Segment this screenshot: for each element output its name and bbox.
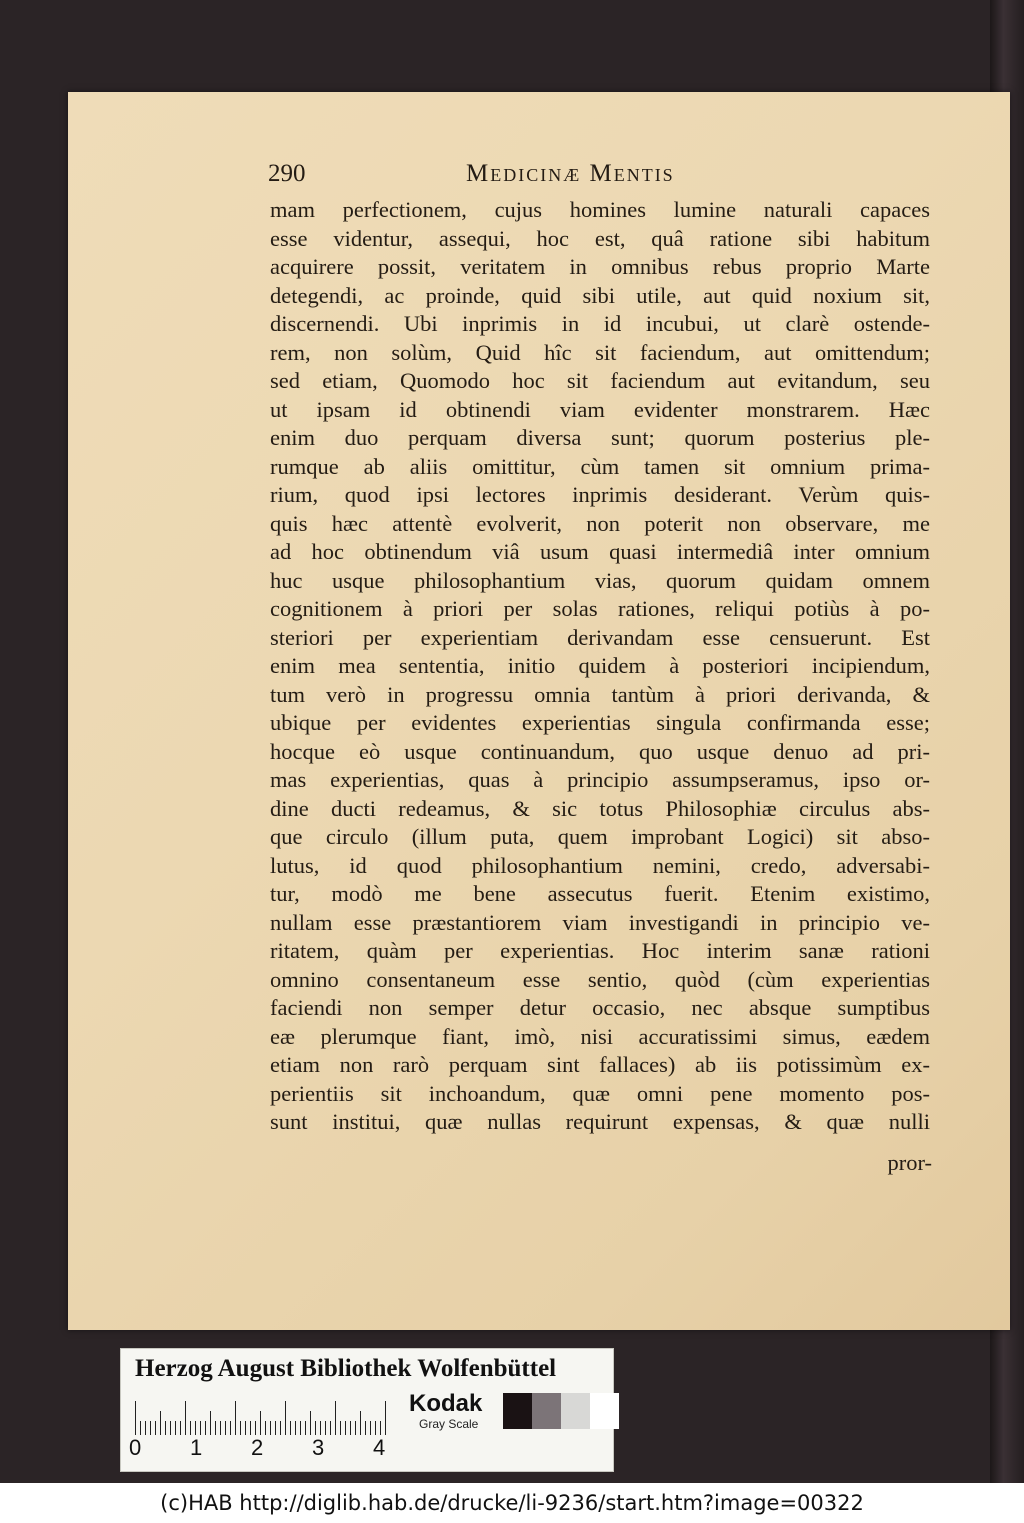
ruler-tick xyxy=(365,1421,366,1435)
book-page xyxy=(68,92,1010,1330)
ruler-tick xyxy=(275,1421,276,1435)
text-line: faciendi non semper detur occasio, nec absque sumptibus xyxy=(270,995,930,1020)
text-line: enim duo perquam diversa sunt; quorum posterius ple- xyxy=(270,425,930,450)
text-line: nullam esse præstantiorem viam investigandi in principio ve- xyxy=(270,909,930,935)
ruler-tick xyxy=(280,1421,281,1435)
ruler-tick xyxy=(300,1421,301,1435)
ruler-tick xyxy=(360,1411,361,1435)
ruler-tick xyxy=(375,1421,376,1435)
ruler-tick xyxy=(145,1421,146,1435)
gray-patch xyxy=(532,1393,561,1429)
text-line: huc usque philosophantium vias, quorum quidam omnem xyxy=(270,567,930,593)
ruler-tick xyxy=(350,1421,351,1435)
text-line: enim mea sententia, initio quidem à posteriori incipiendum, xyxy=(270,653,930,678)
ruler-tick xyxy=(195,1421,196,1435)
ruler-number: 4 xyxy=(373,1435,386,1460)
ruler-labels xyxy=(121,1435,401,1465)
ruler-tick xyxy=(305,1421,306,1435)
text-line: ritatem, quàm per experientias. Hoc interim sanæ rationi xyxy=(270,938,930,963)
ruler-tick xyxy=(185,1401,186,1435)
catchword: pror- xyxy=(887,1150,932,1175)
gray-patch xyxy=(561,1393,590,1429)
gray-patch xyxy=(503,1393,532,1429)
ruler-tick xyxy=(315,1421,316,1435)
text-line: mam perfectionem, cujus homines lumine naturali capaces xyxy=(270,197,930,222)
ruler-tick xyxy=(245,1421,246,1435)
text-line: eæ plerumque fiant, imò, nisi accuratissimi simus, eædem xyxy=(270,1023,930,1049)
scale-ruler xyxy=(135,1399,385,1435)
ruler-tick xyxy=(170,1421,171,1435)
ruler-tick xyxy=(230,1421,231,1435)
text-line: ubique per evidentes experientias singula confirmanda esse; xyxy=(270,710,930,735)
ruler-tick xyxy=(380,1421,381,1435)
color-target-card xyxy=(120,1348,614,1472)
ruler-tick xyxy=(150,1421,151,1435)
text-line: acquirere possit, veritatem in omnibus rebus proprio Marte xyxy=(270,254,930,279)
text-line: quis hæc attentè evolverit, non poterit non observare, me xyxy=(270,510,930,536)
ruler-tick xyxy=(225,1421,226,1435)
text-line: tum verò in progressu omnia tantùm à priori derivanda, & xyxy=(270,681,930,707)
text-line: rem, non solùm, Quid hîc sit faciendum, aut omittendum; xyxy=(270,339,930,365)
text-line: perientiis sit inchoandum, quæ omni pene momento pos- xyxy=(270,1080,930,1106)
gray-patch xyxy=(590,1393,619,1429)
text-line: hocque eò usque continuandum, quo usque denuo ad pri- xyxy=(270,738,930,764)
ruler-tick xyxy=(175,1421,176,1435)
ruler-number: 2 xyxy=(251,1435,264,1460)
ruler-tick xyxy=(240,1421,241,1435)
ruler-tick xyxy=(355,1421,356,1435)
page-header xyxy=(268,160,928,194)
ruler-tick xyxy=(345,1421,346,1435)
ruler-tick xyxy=(160,1411,161,1435)
ruler-tick xyxy=(370,1421,371,1435)
ruler-tick xyxy=(235,1401,236,1435)
text-line: lutus, id quod philosophantium nemini, credo, adversabi- xyxy=(270,852,930,878)
text-line: rium, quod ipsi lectores inprimis desiderant. Verùm quis- xyxy=(270,482,930,507)
ruler-tick xyxy=(135,1401,136,1435)
brand-name: Kodak xyxy=(409,1390,483,1417)
page-number: 290 xyxy=(268,160,306,187)
ruler-tick xyxy=(180,1421,181,1435)
ruler-tick xyxy=(200,1421,201,1435)
ruler-tick xyxy=(190,1421,191,1435)
text-line: rumque ab aliis omittitur, cùm tamen sit omnium prima- xyxy=(270,453,930,479)
ruler-tick xyxy=(320,1421,321,1435)
ruler-tick xyxy=(340,1421,341,1435)
text-line: esse videntur, assequi, hoc est, quâ ratione sibi habitum xyxy=(270,225,930,251)
brand-block xyxy=(409,1391,482,1431)
text-line: ad hoc obtinendum viâ usum quasi intermediâ inter omnium xyxy=(270,539,930,564)
text-line: tur, modò me bene assecutus fuerit. Etenim existimo, xyxy=(270,881,930,906)
text-line: etiam non rarò perquam sint fallaces) ab iis potissimùm ex- xyxy=(270,1052,930,1077)
text-line: que circulo (illum puta, quem improbant Logici) sit abso- xyxy=(270,824,930,849)
ruler-tick xyxy=(330,1421,331,1435)
ruler-number: 3 xyxy=(312,1435,325,1460)
brand-subtitle: Gray Scale xyxy=(419,1417,479,1431)
ruler-tick xyxy=(265,1421,266,1435)
text-line: mas experientias, quas à principio assumpseramus, ipso or- xyxy=(270,767,930,792)
copyright-caption: (c)HAB http://diglib.hab.de/drucke/li-9236/start.htm?image=00322 xyxy=(160,1491,864,1515)
ruler-tick xyxy=(215,1421,216,1435)
ruler-tick xyxy=(155,1421,156,1435)
ruler-tick xyxy=(220,1421,221,1435)
ruler-tick xyxy=(295,1421,296,1435)
text-line: discernendi. Ubi inprimis in id incubui, ut clarè ostende- xyxy=(270,311,930,336)
gray-scale-patches xyxy=(503,1393,619,1429)
text-line: ut ipsam id obtinendi viam evidenter monstrarem. Hæc xyxy=(270,396,930,422)
ruler-number: 0 xyxy=(129,1435,142,1460)
body-text xyxy=(270,196,930,1137)
ruler-tick xyxy=(260,1411,261,1435)
ruler-tick xyxy=(290,1421,291,1435)
text-line: dine ducti redeamus, & sic totus Philosophiæ circulus abs- xyxy=(270,795,930,821)
running-title: Medicinæ Mentis xyxy=(466,160,675,187)
text-line: sed etiam, Quomodo hoc sit faciendum aut evitandum, seu xyxy=(270,368,930,393)
text-line: detegendi, ac proinde, quid sibi utile, aut quid noxium sit, xyxy=(270,282,930,308)
ruler-tick xyxy=(165,1421,166,1435)
ruler-tick xyxy=(325,1421,326,1435)
text-line: omnino consentaneum esse sentio, quòd (cùm experientias xyxy=(270,966,930,992)
ruler-tick xyxy=(250,1421,251,1435)
ruler-tick xyxy=(270,1421,271,1435)
ruler-tick xyxy=(210,1411,211,1435)
library-name: Herzog August Bibliothek Wolfenbüttel xyxy=(135,1355,557,1382)
ruler-tick xyxy=(310,1411,311,1435)
ruler-tick xyxy=(285,1401,286,1435)
ruler-tick xyxy=(140,1421,141,1435)
ruler-tick xyxy=(335,1401,336,1435)
ruler-tick xyxy=(255,1421,256,1435)
text-line: steriori per experientiam derivandam esse censuerunt. Est xyxy=(270,624,930,650)
ruler-tick xyxy=(385,1401,386,1435)
ruler-tick xyxy=(205,1421,206,1435)
text-line: sunt institui, quæ nullas requirunt expensas, & quæ nulli xyxy=(270,1109,930,1134)
ruler-number: 1 xyxy=(190,1435,203,1460)
text-line: cognitionem à priori per solas rationes, reliqui potiùs à po- xyxy=(270,596,930,621)
